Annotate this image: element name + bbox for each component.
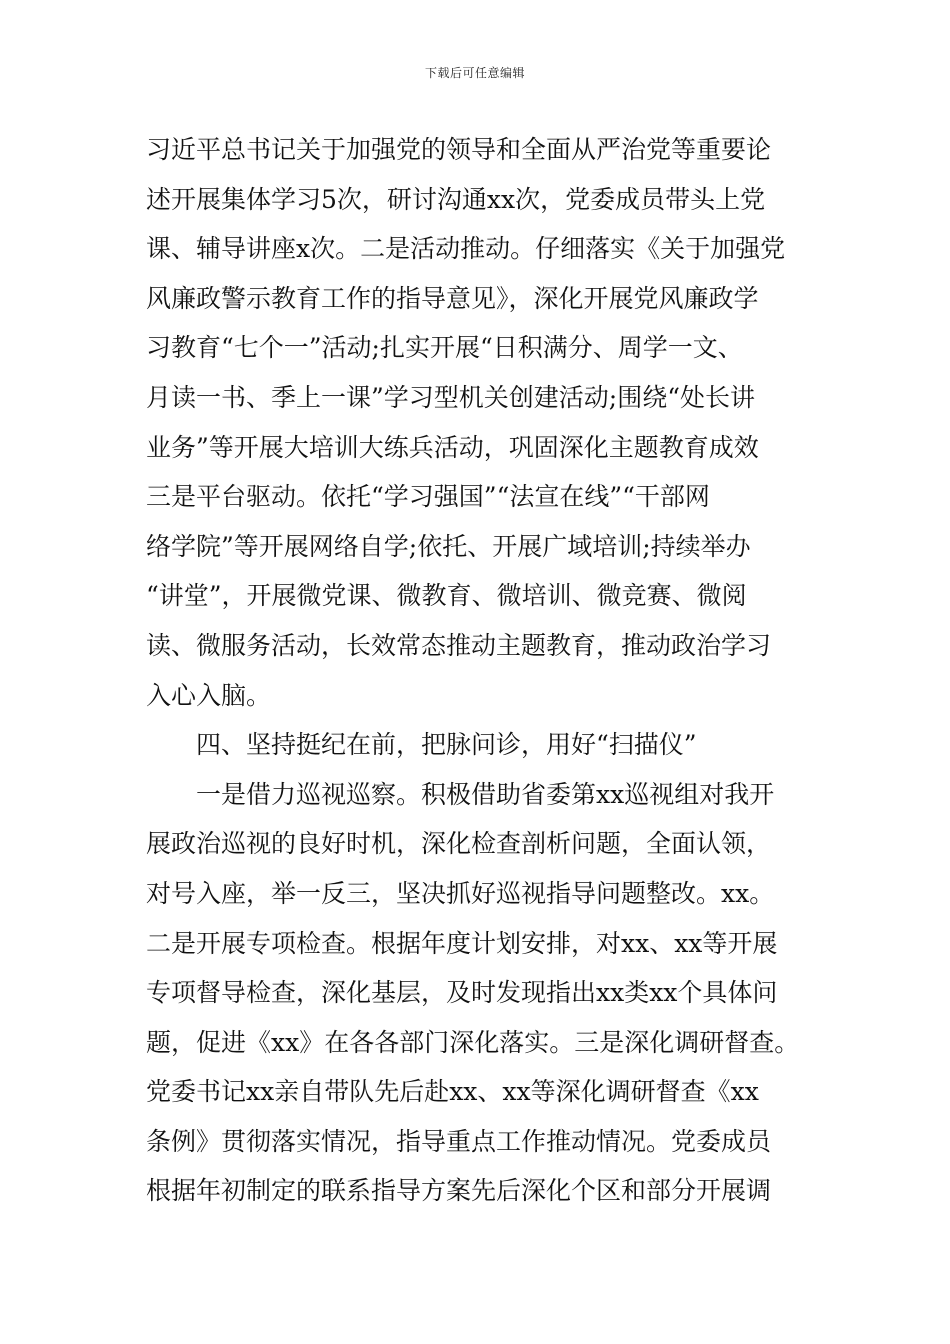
text-line: 对号入座，举一反三，坚决抓好巡视指导问题整改。xx。 — [146, 878, 775, 908]
text-line: 一是借力巡视巡察。积极借助省委第xx巡视组对我开 — [196, 779, 775, 809]
text-line: 述开展集体学习5次，研讨沟通xx次，党委成员带头上党 — [146, 184, 766, 214]
text-line: 习教育“七个一”活动;扎实开展“日积满分、周学一文、 — [146, 333, 743, 363]
text-line: 风廉政警示教育工作的指导意见》，深化开展党风廉政学 — [146, 283, 759, 313]
text-line: 课、辅导讲座x次。二是活动推动。仔细落实《关于加强党 — [146, 234, 786, 264]
text-line: 习近平总书记关于加强党的领导和全面从严治党等重要论 — [146, 135, 772, 164]
text-line: 展政治巡视的良好时机，深化检查剖析问题，全面认领， — [146, 829, 772, 859]
text-line: 二是开展专项检查。根据年度计划安排，对xx、xx等开展 — [146, 928, 778, 958]
text-line: 入心入脑。 — [146, 680, 272, 710]
text-line: “讲堂”，开展微党课、微教育、微培训、微竞赛、微阅 — [146, 581, 747, 611]
text-line: 专项督导检查，深化基层，及时发现指出xx类xx个具体问 — [146, 978, 778, 1008]
text-line: 题，促进《xx》在各各部门深化落实。三是深化调研督查。 — [146, 1027, 800, 1057]
text-line: 党委书记xx亲自带队先后赴xx、xx等深化调研督查《xx — [146, 1077, 759, 1107]
text-line: 读、微服务活动，长效常态推动主题教育，推动政治学习 — [146, 630, 772, 660]
text-line: 四、坚持挺纪在前，把脉问诊，用好“扫描仪” — [196, 730, 697, 760]
text-line: 络学院”等开展网络自学;依托、开展广域培训;持续举办 — [146, 531, 751, 561]
text-line: 根据年初制定的联系指导方案先后深化个区和部分开展调 — [146, 1176, 772, 1206]
document-body — [146, 125, 846, 1216]
text-line: 业务”等开展大培训大练兵活动，巩固深化主题教育成效 — [146, 432, 759, 462]
text-line: 月读一书、季上一课”学习型机关创建活动;围绕“处长讲 — [146, 382, 755, 412]
text-line: 条例》贯彻落实情况，指导重点工作推动情况。党委成员 — [146, 1126, 772, 1156]
page-header: 下载后可任意编辑 — [424, 66, 525, 80]
text-line: 三是平台驱动。依托“学习强国”“法宣在线”“干部网 — [146, 482, 710, 512]
